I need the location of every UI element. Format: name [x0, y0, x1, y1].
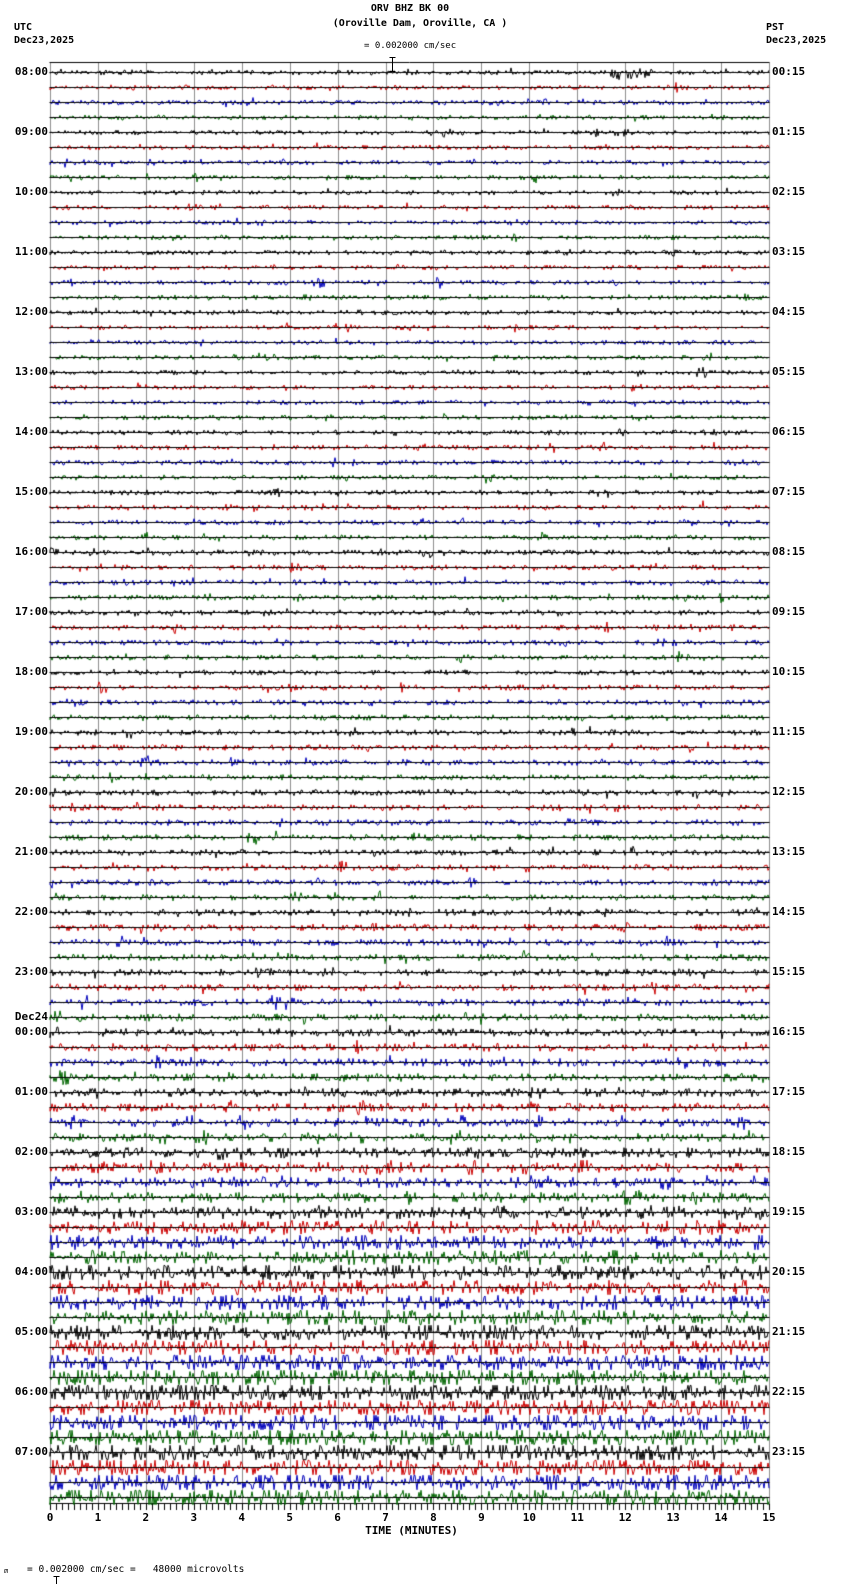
pst-hour-label: 02:15 [772, 185, 806, 198]
footer-scale-text: = 0.002000 cm/sec = 48000 microvolts [27, 1564, 245, 1575]
pst-hour-label: 10:15 [772, 665, 806, 678]
x-axis-tick-label: 9 [478, 1511, 485, 1524]
x-axis-tick-label: 7 [382, 1511, 389, 1524]
utc-hour-label: 13:00 [14, 365, 48, 378]
pst-hour-label: 20:15 [772, 1265, 806, 1278]
utc-hour-label: 14:00 [14, 425, 48, 438]
utc-date-rollover-label: Dec24 [14, 1010, 48, 1023]
pst-hour-label: 05:15 [772, 365, 806, 378]
utc-hour-label: 23:00 [14, 965, 48, 978]
pst-hour-label: 18:15 [772, 1145, 806, 1158]
pst-hour-label: 19:15 [772, 1205, 806, 1218]
utc-hour-label: 06:00 [14, 1385, 48, 1398]
utc-hour-label: 18:00 [14, 665, 48, 678]
utc-hour-label: 05:00 [14, 1325, 48, 1338]
utc-hour-label: 16:00 [14, 545, 48, 558]
pst-hour-label: 08:15 [772, 545, 806, 558]
utc-hour-label: 04:00 [14, 1265, 48, 1278]
x-axis-tick-label: 4 [238, 1511, 246, 1524]
utc-hour-label: 22:00 [14, 905, 48, 918]
utc-hour-label: 17:00 [14, 605, 48, 618]
pst-hour-label: 15:15 [772, 965, 806, 978]
x-axis-tick-label: 12 [618, 1511, 632, 1524]
pst-hour-label: 13:15 [772, 845, 806, 858]
pst-hour-label: 03:15 [772, 245, 806, 258]
utc-hour-label: 11:00 [14, 245, 48, 258]
pst-hour-label: 14:15 [772, 905, 806, 918]
x-axis-tick-label: 2 [142, 1511, 150, 1524]
utc-hour-label: 20:00 [14, 785, 48, 798]
pst-hour-label: 04:15 [772, 305, 806, 318]
pst-hour-label: 21:15 [772, 1325, 806, 1338]
pst-hour-label: 07:15 [772, 485, 806, 498]
x-axis-tick-label: 14 [714, 1511, 728, 1524]
pst-hour-label: 01:15 [772, 125, 806, 138]
x-axis-tick-label: 15 [762, 1511, 776, 1524]
utc-hour-label: 09:00 [14, 125, 48, 138]
utc-hour-label: 01:00 [14, 1085, 48, 1098]
pst-hour-label: 12:15 [772, 785, 806, 798]
utc-hour-label: 10:00 [14, 185, 48, 198]
utc-hour-label: 15:00 [14, 485, 48, 498]
x-axis-tick-label: 8 [430, 1511, 437, 1524]
pst-hour-label: 23:15 [772, 1445, 806, 1458]
x-axis-tick-label: 3 [190, 1511, 198, 1524]
utc-hour-label: 07:00 [14, 1445, 48, 1458]
utc-hour-label: 19:00 [14, 725, 48, 738]
utc-hour-label: 21:00 [14, 845, 48, 858]
x-axis-tick-label: 1 [94, 1511, 102, 1524]
utc-hour-label: 03:00 [14, 1205, 48, 1218]
pst-hour-label: 00:15 [772, 65, 806, 78]
utc-hour-label: 08:00 [14, 65, 48, 78]
utc-hour-label: 02:00 [14, 1145, 48, 1158]
pst-hour-label: 06:15 [772, 425, 806, 438]
pst-hour-label: 17:15 [772, 1085, 806, 1098]
x-axis-tick-label: 13 [666, 1511, 680, 1524]
footer-prefix-glyph: m [4, 1567, 9, 1575]
x-axis-tick-label: 11 [570, 1511, 584, 1524]
x-axis-title: TIME (MINUTES) [365, 1524, 458, 1537]
pst-hour-label: 09:15 [772, 605, 806, 618]
x-axis-tick-label: 0 [46, 1511, 54, 1524]
utc-hour-label: 12:00 [14, 305, 48, 318]
x-axis-tick-label: 5 [286, 1511, 293, 1524]
pst-hour-label: 22:15 [772, 1385, 806, 1398]
pst-hour-label: 16:15 [772, 1025, 806, 1038]
x-axis-tick-label: 6 [334, 1511, 341, 1524]
pst-hour-label: 11:15 [772, 725, 806, 738]
x-axis-tick-label: 10 [522, 1511, 536, 1524]
utc-hour-label: 00:00 [14, 1025, 48, 1038]
